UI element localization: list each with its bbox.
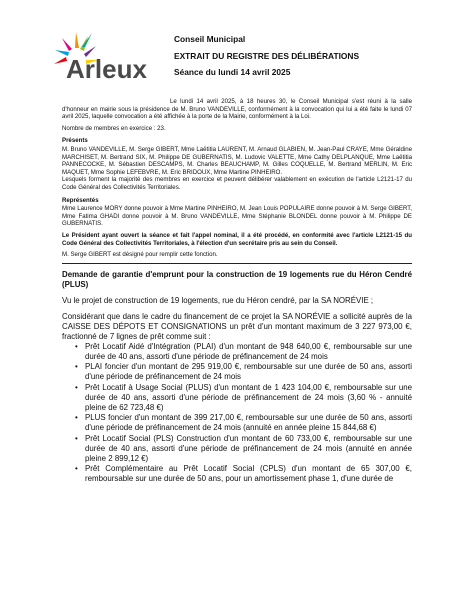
council-title: Conseil Municipal [174,34,246,44]
arleux-logo [52,30,170,92]
secretary-line: M. Serge GIBERT est désigné pour remplir cette fonction. [62,251,218,259]
deliberation-title: Demande de garantie d'emprunt pour la construction de 19 logements rue du Héron Cendré (PLUS) [62,269,412,289]
presents-title: Présents [62,137,88,145]
loan-item: • Prêt Complémentaire au Prêt Locatif Social (CPLS) d'un montant de 65 307,00 €, remboursable sur une durée de 50 ans, pour un amortissement phase 1, d'une durée de [85,464,412,484]
logo-text: Arleux [66,54,147,84]
considerant-paragraph: Considérant que dans le cadre du financement de ce projet la SA NORÉVIE a sollicité auprès de la CAISSE DES DÉPOTS ET CONSIGNATIONS un prêt d'un montant maximum de 3 227 973,00 €, fractionné de 7 lignes de prêt comme suit : [62,311,412,341]
loan-item: • Prêt Locatif à Usage Social (PLUS) d'un montant de 1 423 104,00 €, remboursable sur une durée de 40 ans, assorti d'une période de préfinancement de 24 mois (3,60 % - annuité pleine de 62 723,48 €) [85,383,412,413]
session-date: Séance du lundi 14 avril 2025 [174,67,291,77]
loan-item: • Prêt Locatif Aidé d'Intégration (PLAI) d'un montant de 948 640,00 €, remboursable sur une durée de 40 ans, assorti d'une période de préfinancement de 24 mois [85,342,412,362]
section-divider [62,263,412,264]
loan-item: • PLAI foncier d'un montant de 295 919,00 €, remboursable sur une durée de 50 ans, assorti d'une période de préfinancement de 24 mois [85,362,412,382]
loan-list [62,342,412,485]
quorum-statement: Lesquels forment la majorité des membres en exercice et peuvent délibérer valablement en exécution de l'article L2121-17 du Code Général des Collectivités Territoriales. [62,176,412,191]
document-header [174,34,414,84]
represented-list: Mme Laurence MORY donne pouvoir à Mme Martine PINHEIRO, M. Jean Louis POPULAIRE donne pouvoir à M. Serge GIBERT, Mme Fatima GHADI donne pouvoir à M. Bruno VANDEVILLE, Mme Stéphanie BLONDEL donne pouvoir à M. Philippe DE GUBERNATIS. [62,205,412,228]
document-body [62,98,412,485]
members-count: Nombre de membres en exercice : 23. [62,124,166,132]
loan-item: • Prêt Locatif Social (PLS) Construction d'un montant de 60 733,00 €, remboursable sur une durée de 40 ans, assorti d'une période de préfinancement de 24 mois (annuité en année pleine 2 899,12 €) [85,434,412,464]
intro-paragraph: Le lundi 14 avril 2025, à 18 heures 30, le Conseil Municipal s'est réuni à la salle d'honneur en mairie sous la présidence de M. Bruno VANDEVILLE, conformément à la convocation qui lui a été faite le lundi 07 avril 2025, laquelle convocation a été affichée à la porte de la Mairie, conformément à la Loi. [62,98,412,121]
vu-paragraph: Vu le projet de construction de 19 logements, rue du Héron cendré, par la SA NORÉVIE ; [62,295,374,305]
register-title: EXTRAIT DU REGISTRE DES DÉLIBÉRATIONS [174,50,360,61]
presents-list: M. Bruno VANDEVILLE, M. Serge GIBERT, Mme Laëtitia LAURENT, M. Arnaud GLABIEN, M. Jean-Paul CRAYE, Mme Géraldine MARCHISET, M. Bertrand SIX, M. Philippe DE GUBERNATIS, M. Ludovic VALETTE, Mme Cathy DELPLANQUE, Mme Laëtitia PANNECOCKE, M. Sébastien DESCAMPS, M. Charles BEAUCHAMP, M. Gilles COQUELLE, M. Bertrand MERLIN, M. Eric MAQUET, Mme Sophie LEFEBVRE, M. Eric BRIDOUX, Mme Martine PINHEIRO. [62,145,412,176]
loan-item: • PLUS foncier d'un montant de 399 217,00 €, remboursable sur une durée de 50 ans, assorti d'une période de préfinancement de 24 mois (annuité en année pleine 15 844,68 €) [85,413,412,433]
deliberation-section [62,270,412,485]
appel-paragraph: Le Président ayant ouvert la séance et fait l'appel nominal, il a été procédé, en conformité avec l'article L2121-15 du Code Général des Collectivités Territoriales, à l'élection d'un secrétaire pris au sein du Conseil. [62,231,412,247]
represented-title: Représentés [62,196,99,204]
